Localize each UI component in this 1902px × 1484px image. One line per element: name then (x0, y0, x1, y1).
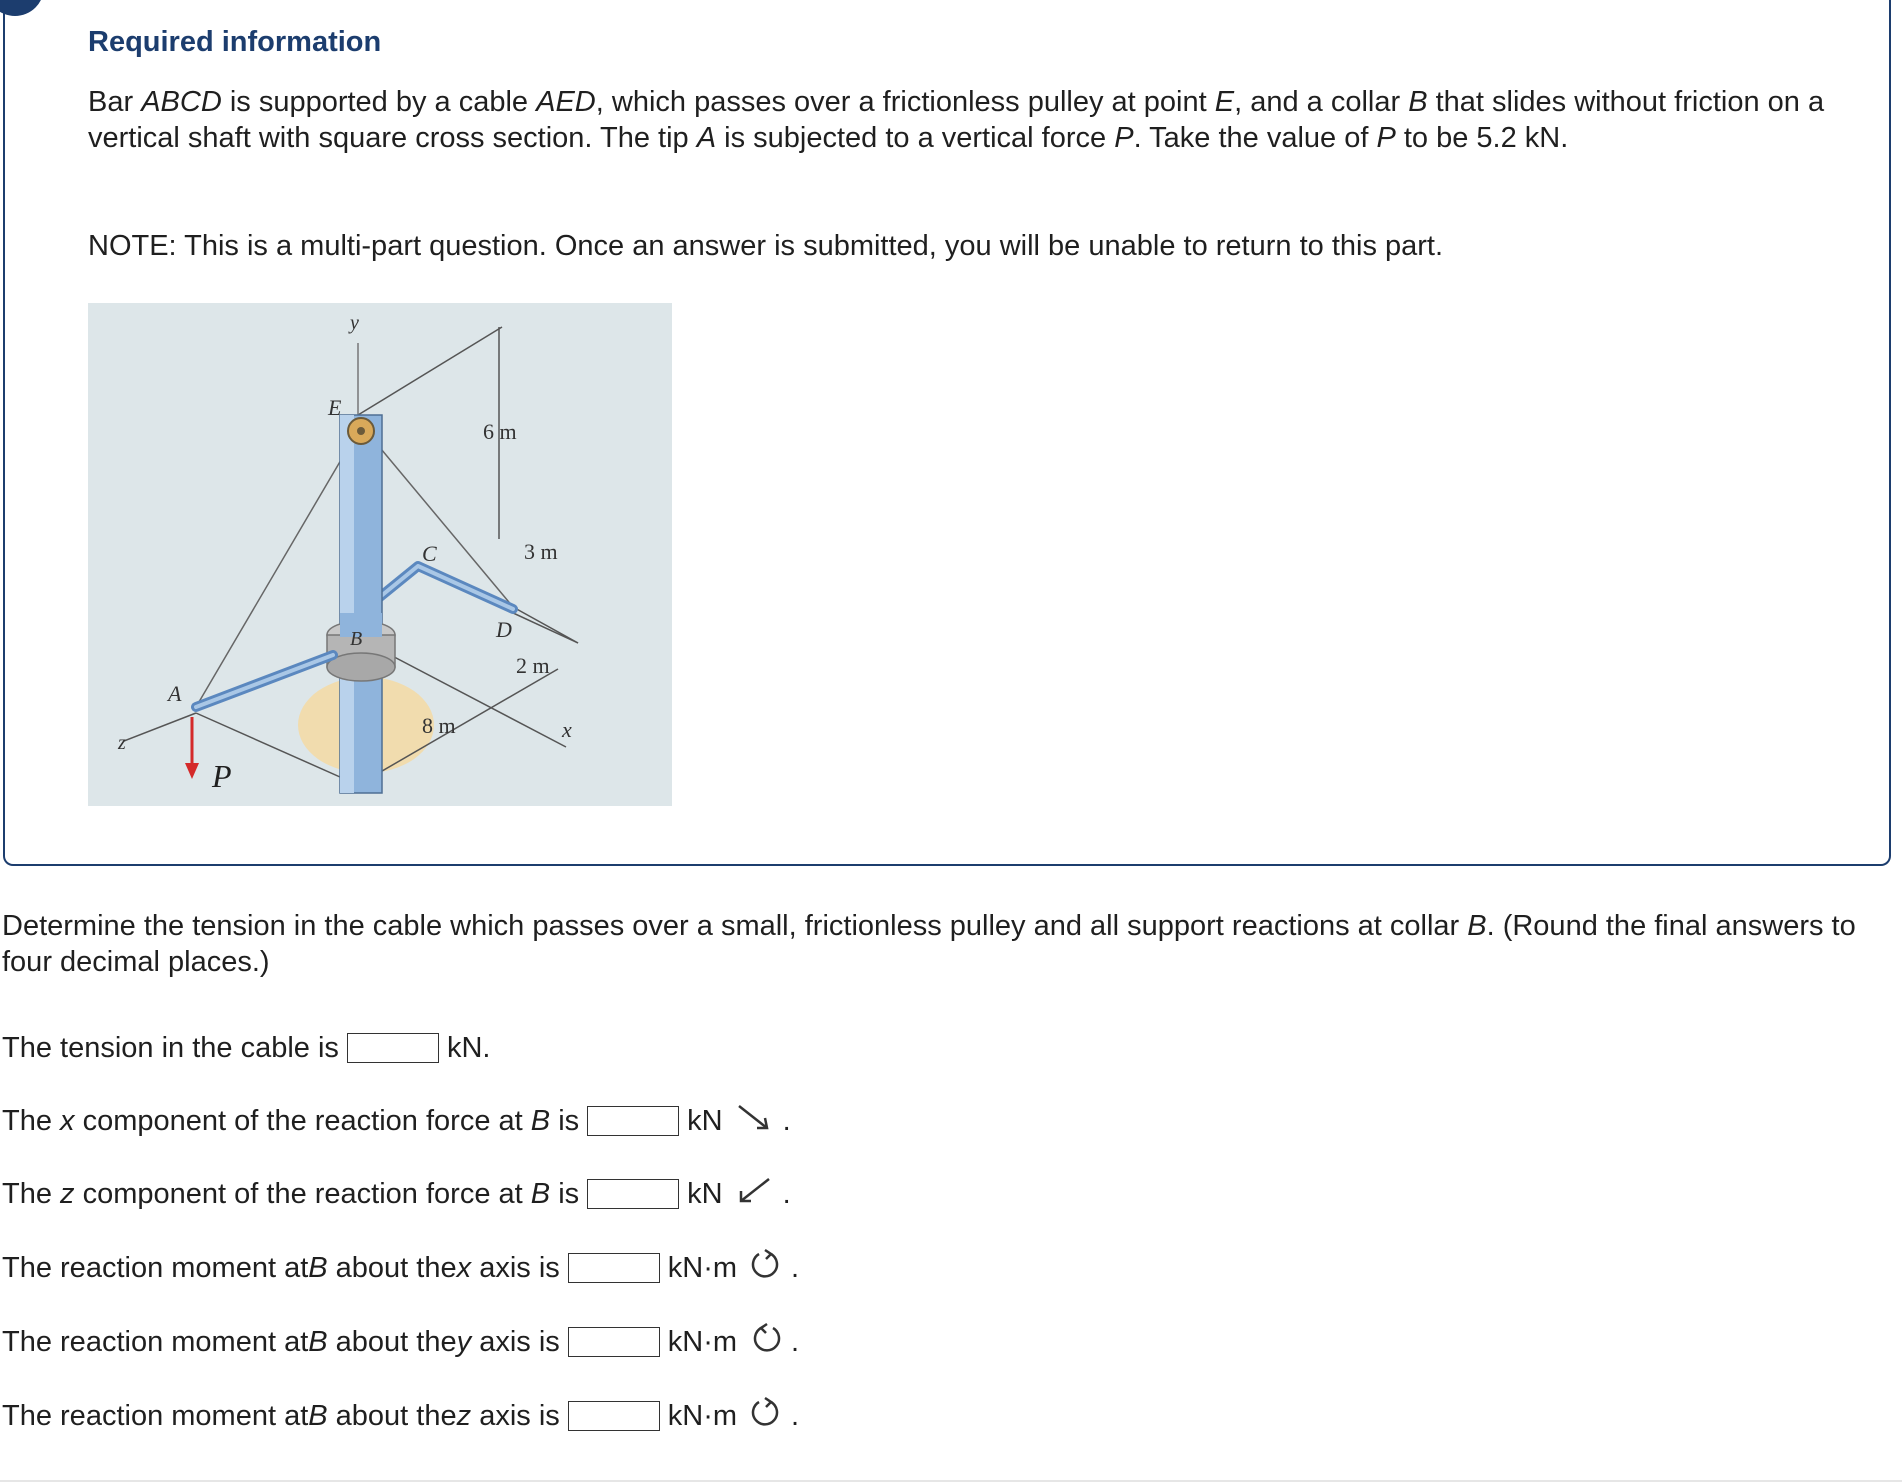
bx-input[interactable] (587, 1106, 679, 1136)
label-2m: 2 m (516, 653, 550, 678)
answer-row-mz: The reaction moment at B about the z axis is kN·m . (2, 1398, 799, 1434)
label-p: P (212, 758, 232, 794)
label-d: D (496, 617, 512, 642)
multi-part-note: NOTE: This is a multi-part question. Once an answer is submitted, you will be unable to return to this part. (88, 230, 1444, 262)
mx-input[interactable] (568, 1253, 660, 1283)
arrow-down-left-icon (735, 1175, 775, 1213)
label-z: z (118, 732, 126, 754)
force-p-arrowhead (185, 763, 199, 779)
label-b: B (350, 628, 363, 650)
label-8m: 8 m (422, 713, 456, 738)
rotate-clockwise-icon (749, 1396, 783, 1436)
rotate-counterclockwise-icon (749, 1322, 783, 1362)
two-m-line (513, 607, 578, 643)
my-input[interactable] (568, 1327, 660, 1357)
label-y: y (350, 312, 359, 334)
z-axis-line (124, 713, 196, 741)
label-e: E (328, 395, 342, 420)
problem-figure (88, 303, 672, 806)
label-3m: 3 m (524, 539, 558, 564)
question-prompt: Determine the tension in the cable which passes over a small, frictionless pulley and all support reactions at collar B. (Round the final answers to four decimal places.) (2, 910, 1856, 978)
figure-diagram (88, 303, 672, 806)
bz-input[interactable] (587, 1179, 679, 1209)
vertical-shaft-face (340, 415, 354, 793)
answer-row-mx: The reaction moment at B about the x axis is kN·m . (2, 1250, 799, 1286)
required-info-title: Required information (88, 26, 382, 58)
top-frame-line (358, 327, 502, 415)
answer-row-bz: The z component of the reaction force at B is kN . (2, 1176, 791, 1212)
problem-statement: Bar ABCD is supported by a cable AED, which passes over a frictionless pulley at point E, and a collar B that slides without friction on a vertical shaft with square cross section. The tip A is subjected to a vertical force P. Take the value of P to be 5.2 kN. (88, 86, 1825, 154)
bottom-divider (0, 1480, 1902, 1482)
answer-row-my: The reaction moment at B about the y axis is kN·m . (2, 1324, 799, 1360)
pulley-axle (357, 427, 365, 435)
label-6m: 6 m (483, 419, 517, 444)
label-a: A (168, 681, 182, 706)
rotate-clockwise-icon (749, 1248, 783, 1288)
arrow-down-right-icon (735, 1102, 775, 1140)
label-x: x (562, 717, 572, 742)
label-c: C (422, 541, 437, 566)
mz-input[interactable] (568, 1401, 660, 1431)
answer-row-tension: The tension in the cable is kN. (2, 1031, 491, 1064)
tension-input[interactable] (347, 1033, 439, 1063)
answer-row-bx: The x component of the reaction force at B is kN . (2, 1103, 791, 1139)
